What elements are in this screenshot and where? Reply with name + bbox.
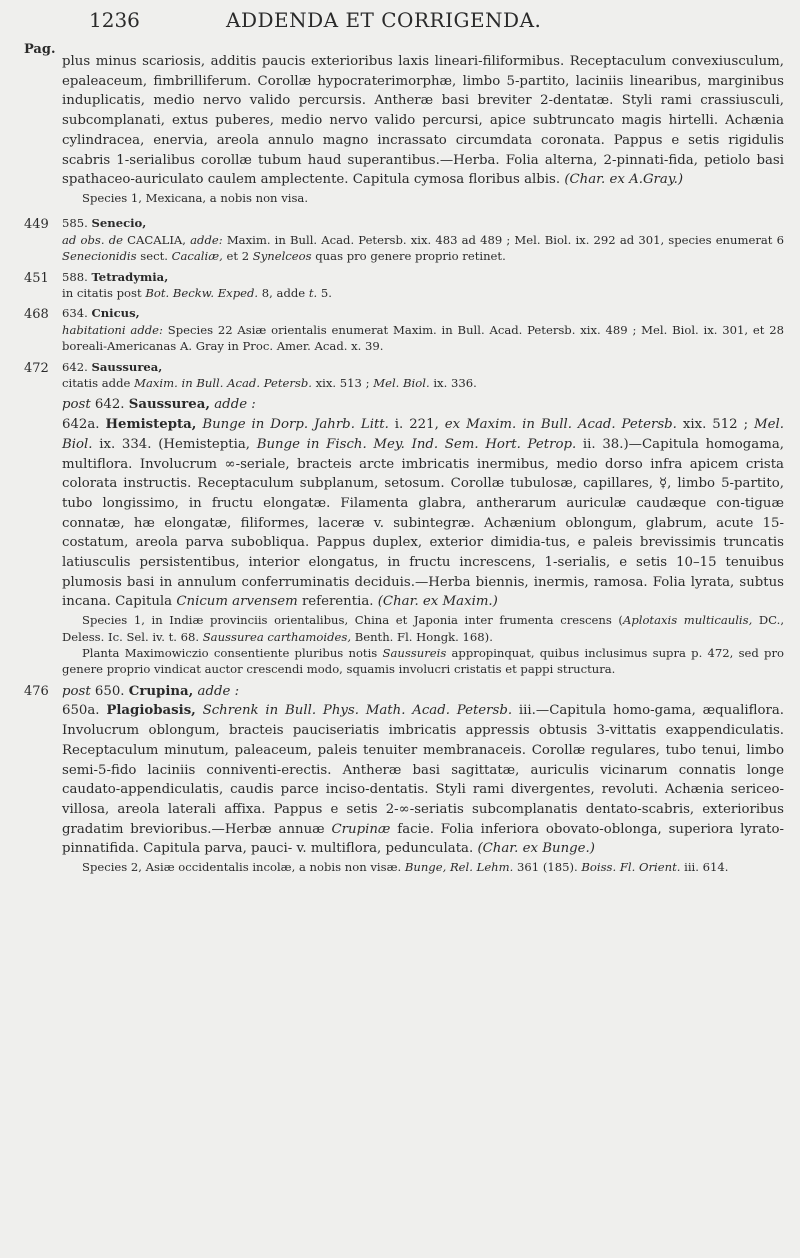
pag-number: 468	[24, 307, 49, 323]
genus-name: Hemistepta,	[105, 417, 197, 433]
page-number: 1236	[89, 8, 140, 32]
hemistepta-species: Species 1, in Indiæ provinciis orientalibus, China et Japonia inter frumenta crescens (Aplotaxis multicaulis, DC., Deless. Ic. Sel. iv. t. 68. Saussurea carthamoides, Benth. Fl. Hongk. 168).	[62, 613, 784, 644]
pag-label: Pag.	[24, 42, 56, 57]
genus-name: Senecio,	[91, 216, 147, 231]
intro-description: plus minus scariosis, additis paucis exterioribus laxis lineari-filiformibus. Receptaculum convexiusculum, epaleaceum, fimbrilliferum. Corollæ hypocraterimorphæ, limbo 5-partito, laciniis linearibus, marginibus induplicatis, medio nervo valido percursis. Antheræ basi breviter 2-dentatæ. Styli rami crassiusculi, subcomplanati, extus puberes, medio nervo valido percursi, apice subtruncato magis hirtelli. Achænia cylindracea, enervia, areola annulo magno incrassato circumdata coronata. Pappus e setis rigidulis scabris 1-serialibus corollæ tubum haud superantibus.—Herba. Folia alterna, 2-pinnati-fida, petiolo basi spathaceo-auriculato caulem amplectente. Capitula cymosa floribus albis.	[62, 54, 784, 188]
pag-number: 449	[24, 217, 49, 233]
page-title: ADDENDA ET CORRIGENDA.	[226, 8, 542, 32]
entry-cnicus: 468 634. Cnicus, habitationi adde: Species 22 Asiæ orientalis enumerat Maxim. in Bull. Acad. Petersb. xix. 489 ; Mel. Biol. ix. 301, et 28 boreali-Americanas A. Gray in Proc. Amer. Acad. x. 39.	[20, 305, 784, 354]
genus-name: Saussurea,	[91, 359, 163, 374]
entry-tetradymia: 451 588. Tetradymia, in citatis post Bot. Beckw. Exped. 8, adde t. 5.	[20, 269, 784, 302]
intro-paragraph	[62, 52, 784, 190]
genus-name: Tetradymia,	[91, 269, 169, 284]
genus-name: Plagiobasis,	[106, 703, 196, 719]
hemistepta-note: Planta Maximowiczio consentiente pluribus notis Saussureis appropinquat, quibus inclusimus supra p. 472, sed pro genere proprio vindicat auctor crescendi modo, squamis involucri cristatis et pappi structura.	[62, 645, 784, 677]
intro-ref: (Char. ex A.Gray.)	[564, 172, 684, 188]
pag-number: 476	[24, 683, 49, 699]
intro-species: Species 1, Mexicana, a nobis non visa.	[82, 190, 309, 205]
entry-saussurea: 472 642. Saussurea, citatis adde Maxim. in Bull. Acad. Petersb. xix. 513 ; Mel. Biol. ix. 336.	[20, 359, 784, 392]
entry-senecio: 449 585. Senecio, ad obs. de CACALIA, adde: Maxim. in Bull. Acad. Petersb. xix. 483 ad 489 ; Mel. Biol. ix. 292 ad 301, species enumerat 6 Senecionidis sect. Cacaliæ, et 2 Synelceos quas pro genere proprio retinet.	[20, 215, 784, 264]
genus-name: Cnicus,	[91, 306, 140, 321]
body-text	[20, 52, 784, 875]
running-head	[0, 8, 800, 57]
plagiobasis-species: Species 2, Asiæ occidentalis incolæ, a nobis non visæ. Bunge, Rel. Lehm. 361 (185). Boiss. Fl. Orient. iii. 614.	[82, 860, 729, 875]
pag-number: 472	[24, 360, 49, 376]
entry-hemistepta: post 642. Saussurea, adde : 642a. Hemistepta, Bunge in Dorp. Jahrb. Litt. i. 221, ex Maxim. in Bull. Acad. Petersb. xix. 512 ; Mel. Biol. ix. 334. (Hemisteptia, Bunge in Fisch. Mey. Ind. Sem. Hort. Petrop. ii. 38.)—Capitula homogama, multiflora. Involucrum ∞-seriale, bracteis arcte imbricatis inermibus, medio dorso infra apicem crista colorata instructis. Receptaculum subplanum, setosum. Corollæ tubulosæ, capillares, ☿, limbo 5-partito, tubo longissimo, in fructu elongatæ. Filamenta glabra, antherarum auriculæ caudæque con-tiguæ connatæ, hæ elongatæ, filiformes, laceræ v. subintegræ. Achænium oblongum, glabrum, acute 15-costatum, areola parva subobliqua. Pappus duplex, exterior dimidia-tus, e paleis brevissimis truncatis latiusculis persistentibus, interior elongatus, in fructu increscens, 1-serialis, e setis 10–15 tenuibus plumosis basi in annulum conferruminatis deciduis.—Herba biennis, inermis, ramosa. Folia lyrata, subtus incana. Capitula Cnicum arvensem referentia. (Char. ex Maxim.)	[62, 397, 784, 610]
entry-plagiobasis: 476 post 650. Crupina, adde : 650a. Plagiobasis, Schrenk in Bull. Phys. Math. Acad. Petersb. iii.—Capitula homo-gama, æqualiflora. Involucrum oblongum, bracteis pauciseriatis imbricatis appressis obtusis 3-vittatis exappendiculatis. Receptaculum minutum, paleaceum, paleis tenuiter membranaceis. Corollæ regulares, tubo tenui, limbo semi-5-fido laciniis conniventi-erectis. Antheræ basi sagittatæ, auriculis vicinarum connatis longe caudato-appendiculatis, caudis parce inciso-dentatis. Styli rami divergentes, revoluti. Achænia sericeo-villosa, areola laterali affixa. Pappus e setis 2-∞-seriatis subcomplanatis dentato-scabris, exterioribus gradatim brevioribus.—Herbæ annuæ Crupinæ facie. Folia inferiora obovato-oblonga, superiora lyrato-pinnatifida. Capitula parva, pauci- v. multiflora, pedunculata. (Char. ex Bunge.)	[20, 682, 784, 859]
pag-number: 451	[24, 270, 49, 286]
